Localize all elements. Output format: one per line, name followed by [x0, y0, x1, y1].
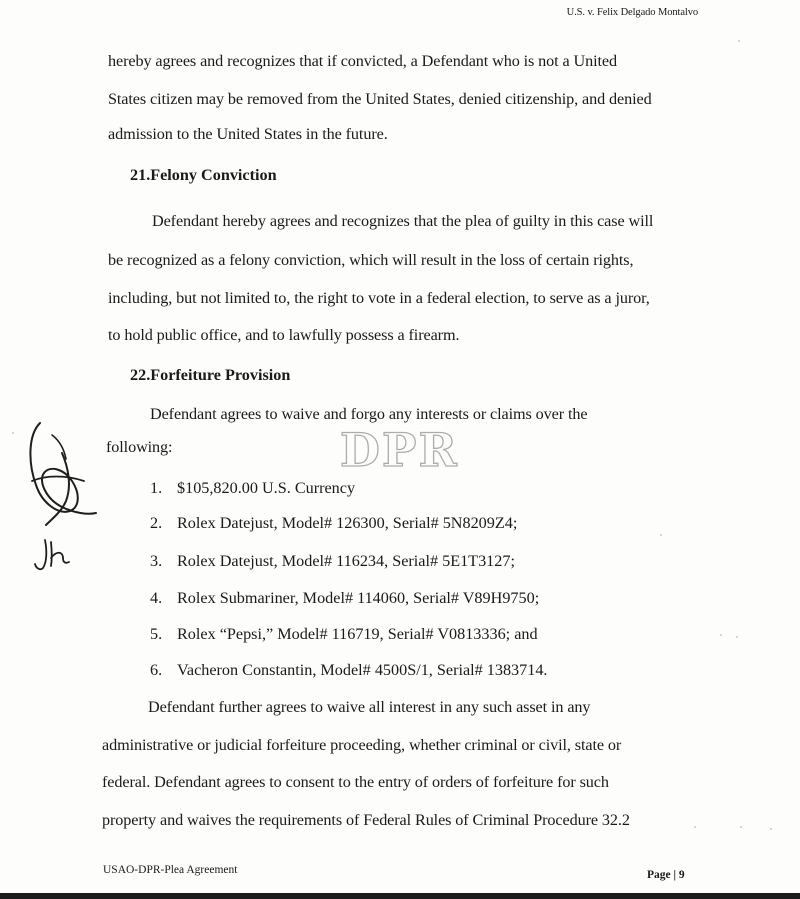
scan-speck: [740, 826, 742, 828]
scan-speck: [770, 828, 772, 830]
item-text: Vacheron Constantin, Model# 4500S/1, Serial# 1383714.: [177, 661, 548, 679]
section-22-heading: 22.Forfeiture Provision: [130, 366, 291, 384]
item-text: $105,820.00 U.S. Currency: [177, 479, 356, 497]
paragraph-line: Defendant agrees to waive and forgo any interests or claims over the: [150, 405, 588, 423]
viewer-bottom-edge: [0, 893, 800, 899]
item-number: 1.: [150, 479, 163, 497]
forfeiture-item: [150, 479, 355, 498]
scan-speck: [694, 826, 696, 828]
paragraph-line: federal. Defendant agrees to consent to the entry of orders of forfeiture for such: [102, 773, 609, 791]
paragraph-line: property and waives the requirements of Federal Rules of Criminal Procedure 32.2: [102, 811, 630, 829]
scan-speck: [736, 636, 738, 638]
footer-document-id: USAO-DPR-Plea Agreement: [103, 864, 238, 876]
item-text: Rolex Datejust, Model# 126300, Serial# 5N8209Z4;: [177, 514, 518, 532]
footer-page-number: Page | 9: [647, 869, 685, 881]
scan-speck: [720, 634, 722, 636]
handwritten-initials: [33, 538, 73, 572]
item-number: 5.: [150, 625, 163, 643]
item-text: Rolex Submariner, Model# 114060, Serial# V89H9750;: [177, 589, 540, 607]
item-text: Rolex Datejust, Model# 116234, Serial# 5E1T3127;: [177, 552, 515, 570]
paragraph-line: hereby agrees and recognizes that if convicted, a Defendant who is not a United: [108, 52, 618, 70]
item-number: 3.: [150, 552, 163, 570]
forfeiture-item: [150, 552, 515, 571]
forfeiture-item: [150, 589, 539, 608]
section-21-heading: 21.Felony Conviction: [130, 166, 277, 184]
paragraph-line: following:: [106, 438, 173, 456]
paragraph-line: admission to the United States in the future.: [108, 125, 388, 143]
paragraph-line: States citizen may be removed from the United States, denied citizenship, and denied: [108, 90, 652, 108]
forfeiture-item: [150, 514, 517, 533]
running-header-title: U.S. v. Felix Delgado Montalvo: [566, 7, 698, 18]
forfeiture-item: [150, 661, 547, 680]
paragraph-line: Defendant hereby agrees and recognizes that the plea of guilty in this case will: [152, 212, 654, 230]
paragraph-line: Defendant further agrees to waive all interest in any such asset in any: [148, 698, 591, 716]
paragraph-line: be recognized as a felony conviction, which will result in the loss of certain rights,: [108, 251, 634, 269]
item-text: Rolex “Pepsi,” Model# 116719, Serial# V0813336; and: [177, 625, 538, 643]
scan-speck: [660, 534, 662, 536]
paragraph-line: to hold public office, and to lawfully possess a firearm.: [108, 326, 460, 344]
forfeiture-item: [150, 625, 538, 644]
scan-speck: [738, 40, 740, 42]
dpr-stamp: DPR: [340, 423, 459, 477]
handwritten-signature: [22, 415, 104, 530]
paragraph-line: including, but not limited to, the right to vote in a federal election, to serve as a juror,: [108, 289, 650, 307]
paragraph-line: administrative or judicial forfeiture proceeding, whether criminal or civil, state or: [102, 736, 622, 754]
scan-speck: [12, 432, 14, 434]
item-number: 6.: [150, 661, 163, 679]
item-number: 2.: [150, 514, 163, 532]
item-number: 4.: [150, 589, 163, 607]
